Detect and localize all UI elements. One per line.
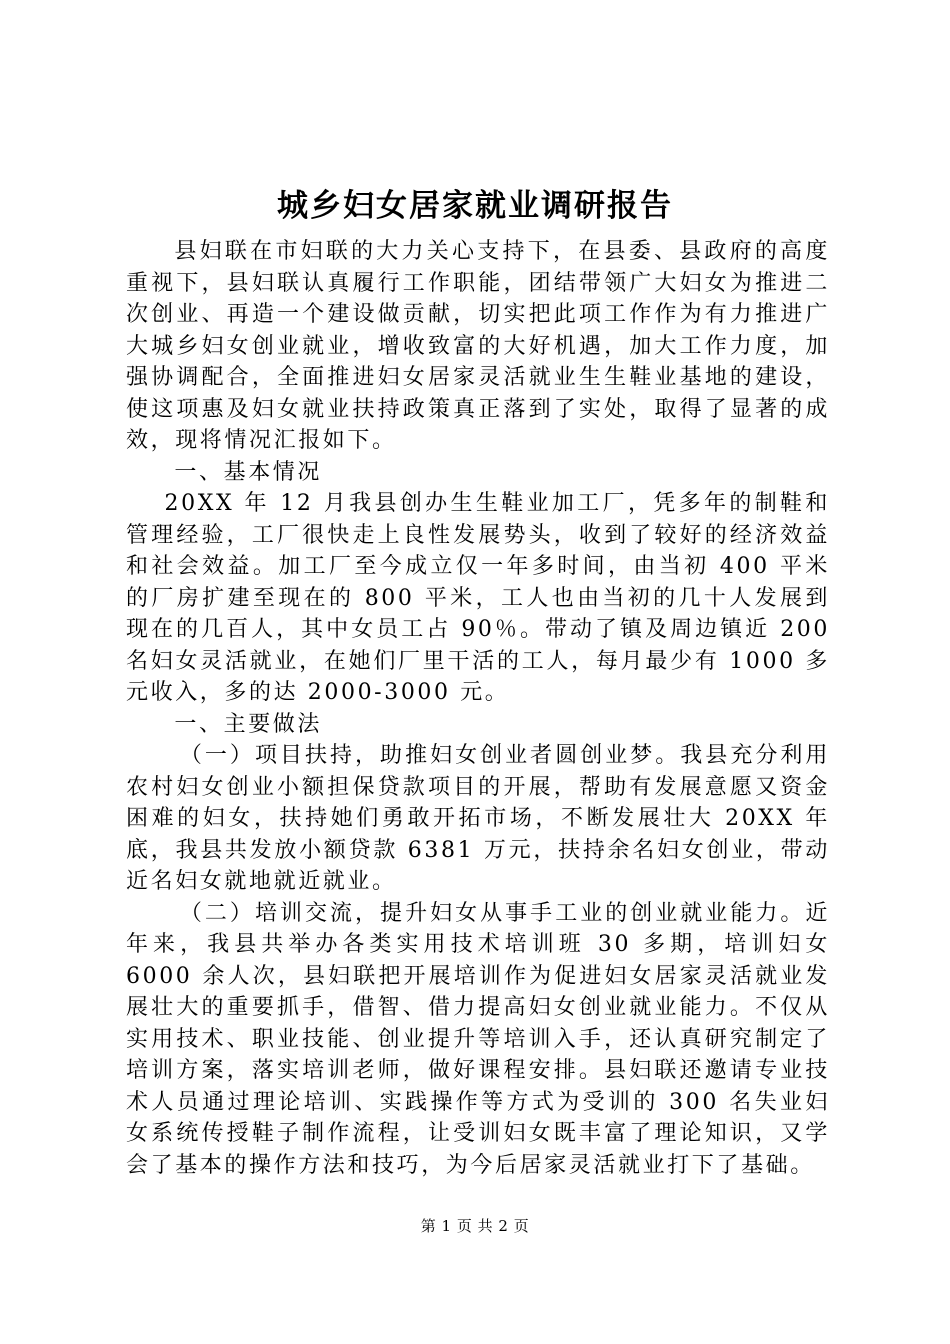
- project-support-paragraph: （一）项目扶持，助推妇女创业者圆创业梦。我县充分利用农村妇女创业小额担保贷款项目的开展，帮助有发展意愿又资金困难的妇女，扶持她们勇敢开拓市场，不断发展壮大 20XX 年底，我县共发放小额贷款 6381 万元，扶持余名妇女创业，带动近名妇女就地就近就业。: [126, 743, 830, 894]
- section-heading-methods: 一、主要做法: [174, 711, 322, 737]
- basic-situation-paragraph: 20XX 年 12 月我县创办生生鞋业加工厂，凭多年的制鞋和管理经验，工厂很快走上良性发展势头，收到了较好的经济效益和社会效益。加工厂至今成立仅一年多时间，由当初 400 平米的厂房扩建至现在的 800 平米，工人也由当初的几十人发展到现在的几百人，其中女员工占 90％。带动了镇及周边镇近 200 名妇女灵活就业，在她们厂里干活的工人，每月最少有 1000 多元收入，多的达 2000-3000 元。: [126, 491, 830, 705]
- page-footer: 第 1 页 共 2 页: [420, 1217, 530, 1235]
- document-title: 城乡妇女居家就业调研报告: [277, 188, 673, 224]
- training-paragraph: （二）培训交流，提升妇女从事手工业的创业就业能力。近年来，我县共举办各类实用技术培训班 30 多期，培训妇女 6000 余人次，县妇联把开展培训作为促进妇女居家灵活就业发展壮大的重要抓手，借智、借力提高妇女创业就业能力。不仅从实用技术、职业技能、创业提升等培训入手，还认真研究制定了培训方案，落实培训老师，做好课程安排。县妇联还邀请专业技术人员通过理论培训、实践操作等方式为受训的 300 名失业妇女系统传授鞋子制作流程，让受训妇女既丰富了理论知识，又学会了基本的操作方法和技巧，为今后居家灵活就业打下了基础。: [126, 900, 830, 1178]
- document-body: [126, 236, 830, 1181]
- intro-paragraph: 县妇联在市妇联的大力关心支持下，在县委、县政府的高度重视下，县妇联认真履行工作职能，团结带领广大妇女为推进二次创业、再造一个建设做贡献，切实把此项工作作为有力推进广大城乡妇女创业就业，增收致富的大好机遇，加大工作力度，加强协调配合，全面推进妇女居家灵活就业生生鞋业基地的建设，使这项惠及妇女就业扶持政策真正落到了实处，取得了显著的成效，现将情况汇报如下。: [126, 239, 830, 453]
- section-heading-basic: 一、基本情况: [174, 459, 322, 485]
